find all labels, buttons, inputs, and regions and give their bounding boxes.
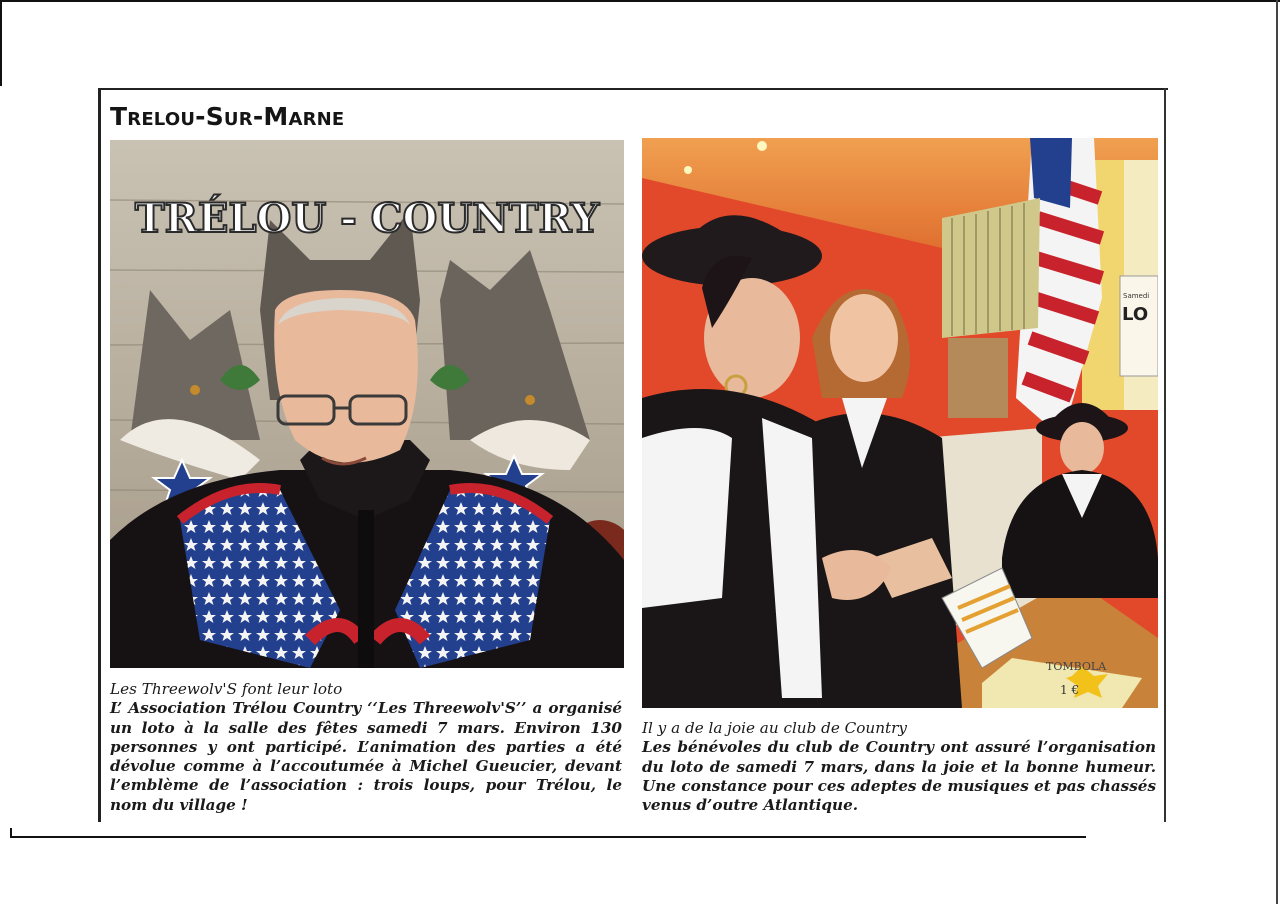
caption-right-body: Les bénévoles du club de Country ont assuré l’organisation du loto de samedi 7 mars, dans la joie et la bonne humeur. Une constance pour ces adeptes de musiques et pas chassés venus d’outre Atlantique. (642, 738, 1156, 815)
scan-edge-bottom (10, 836, 1086, 838)
scan-edge-right (1276, 0, 1278, 904)
scan-edge-bottom-left (10, 828, 12, 838)
scan-edge-left (0, 0, 2, 86)
scan-edge-top (0, 0, 1280, 2)
photo-michel-gueucier (110, 140, 624, 668)
loto-poster (1120, 276, 1158, 376)
caption-left-title: Les Threewolv'S font leur loto (110, 680, 343, 698)
caption-left-body: L’ Association Trélou Country ‘‘Les Threewolv'S’’ a organisé un loto à la salle des fêtes samedi 7 mars. Environ 130 personnes y ont participé. L’animation des parties a été dévolue comme à l’accoutumée à Michel Gueucier, devant l’emblème de l’association : trois loups, pour Trélou, le nom du village ! (110, 699, 622, 814)
tombola-text: TOMBOLA (1046, 660, 1107, 673)
page-left-rule (98, 88, 101, 822)
svg-text:Samedi: Samedi (1123, 292, 1150, 300)
poster-title: LO (1122, 304, 1149, 325)
page-right-rule (1164, 88, 1166, 822)
page-top-rule (98, 88, 1168, 90)
photo-country-club-volunteers (642, 138, 1158, 708)
caption-left (110, 680, 622, 815)
banner-text: TRÉLOU - COUNTRY (134, 195, 600, 242)
tombola-price: 1 € (1060, 683, 1080, 697)
newspaper-clipping (98, 88, 1168, 822)
caption-right (642, 719, 1156, 815)
caption-right-title: Il y a de la joie au club de Country (642, 719, 907, 737)
page-headline: Trelou-Sur-Marne (110, 102, 345, 131)
